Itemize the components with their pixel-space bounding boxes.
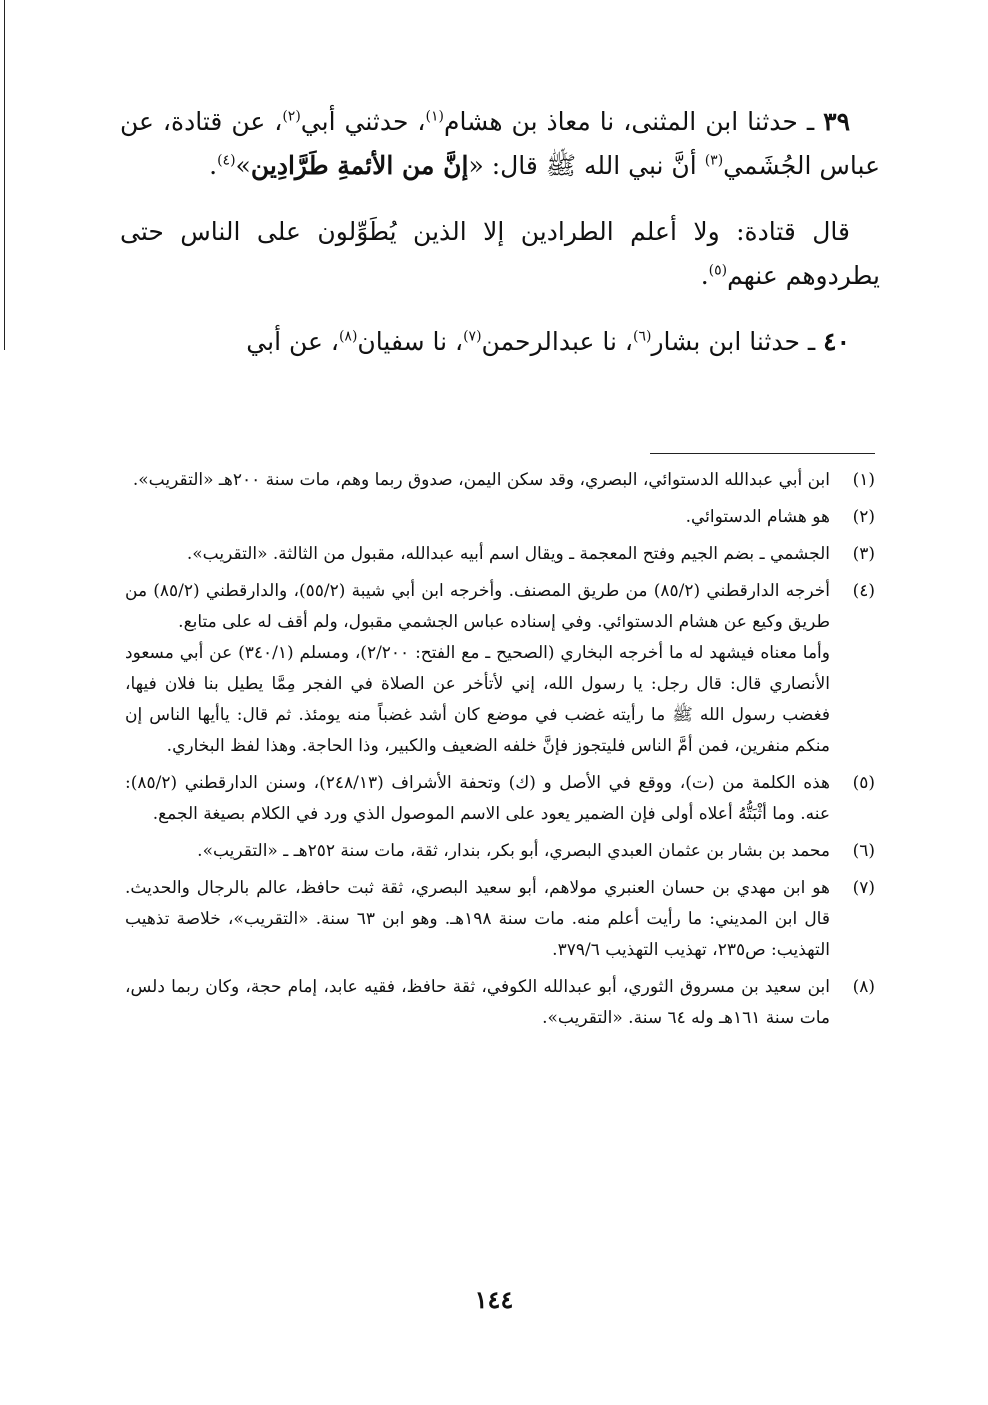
- footnote-number: (٤): [852, 581, 875, 601]
- footnote: [125, 539, 875, 570]
- footnote-number: (٧): [852, 878, 875, 898]
- footnote: [125, 873, 875, 966]
- footnote-text: [125, 502, 830, 533]
- footnote-paragraph: الجشمي ـ بضم الجيم وفتح المعجمة ـ ويقال اسم أبيه عبدالله، مقبول من الثالثة. «التقريب».: [186, 544, 830, 564]
- hadith-40: ٤٠ ـ حدثنا ابن بشار$^{(٦)}$، نا عبدالرحمن$^{(٧)}$، نا سفيان$^{(٨)}$، عن أبي: [246, 327, 850, 356]
- hadith-number: ٣٩: [823, 107, 851, 136]
- footnote-ref: (٣): [704, 152, 724, 169]
- qatada-comment: قال قتادة: ولا أعلم الطرادين إلا الذين يُطَوِّلون على الناس حتى يطردوهم عنهم$^{(٥)}$.: [120, 217, 880, 290]
- footnote-text: [125, 465, 830, 496]
- footnote-ref: (٨): [338, 328, 358, 345]
- footnote-paragraph: ابن أبي عبدالله الدستوائي، البصري، وقد سكن اليمن، صدوق ربما وهم، مات سنة ٢٠٠هـ «التقريب».: [132, 470, 830, 490]
- footnote-text: [125, 576, 830, 762]
- hadith-matn: إنَّ من الأئمةِ طَرَّادِين: [250, 151, 469, 180]
- footnote: [125, 502, 875, 533]
- footnote-paragraph: أخرجه الدارقطني (٨٥/٢) من طريق المصنف. وأخرجه ابن أبي شيبة (٥٥/٢)، والدارقطني (٨٥/٢) من طريق وكيع عن هشام الدستوائي. وفي إسناده عباس الجشمي مقبول، ولم أقف له على متابع.: [125, 581, 830, 632]
- footnote-text: [125, 873, 830, 966]
- hadith-number: ٤٠: [823, 327, 850, 356]
- footnote-ref: (٢): [282, 108, 301, 125]
- footnote-ref: (١): [425, 108, 444, 125]
- footnotes: [125, 465, 875, 1040]
- footnote: [125, 465, 875, 496]
- footnote-paragraph: ابن سعيد بن مسروق الثوري، أبو عبدالله الكوفي، ثقة حافظ، فقيه عابد، إمام حجة، وكان ربما دلس، مات سنة ١٦١هـ وله ٦٤ سنة. «التقريب».: [125, 977, 830, 1028]
- footnote-paragraph: محمد بن بشار بن عثمان العبدي البصري، أبو بكر، بندار، ثقة، مات سنة ٢٥٢هـ ـ «التقريب».: [197, 841, 830, 861]
- footnote-number: (٨): [852, 977, 875, 997]
- footnote-number: (٣): [852, 544, 875, 564]
- footnote-paragraph: وأما معناه فيشهد له ما أخرجه البخاري (الصحيح ـ مع الفتح: ٢/٢٠٠)، ومسلم (٣٤٠/١) عن أبي مسعود الأنصاري قال: قال رجل: يا رسول الله، إني لأتأخر عن الصلاة في الفجر مِمَّا يطيل بنا فلان فيها، فغضب رسول الله ﷺ ما رأيته غضب في موضع كان أشد غضباً منه يومئذ. ثم قال: ياأيها الناس إن منكم منفرين، فمن أمَّ الناس فليتجوز فإنَّ خلفه الضعيف والكبير، وذا الحاجة. وهذا لفظ البخاري.: [125, 643, 830, 756]
- footnote-ref: (٥): [708, 262, 728, 279]
- footnote-text: [125, 972, 830, 1034]
- footnote-separator: [650, 453, 875, 454]
- footnote-number: (٢): [852, 507, 875, 527]
- margin-rule: [4, 0, 5, 350]
- footnote: [125, 576, 875, 762]
- footnote-text: [125, 539, 830, 570]
- footnote-text: [125, 768, 830, 830]
- footnote: [125, 836, 875, 867]
- page-number: ١٤٤: [474, 1285, 514, 1314]
- footnote-ref: (٦): [632, 328, 652, 345]
- footnote-number: (٦): [852, 841, 875, 861]
- hadith-39: ٣٩ ـ حدثنا ابن المثنى، نا معاذ بن هشام$^{(١)}$، حدثني أبي$^{(٢)}$، عن قتادة، عن عباس الجُشَمي$^{(٣)}$ أنَّ نبي الله ﷺ قال: «إنَّ من الأئمةِ طَرَّادِين»$^{(٤)}$.: [120, 107, 880, 180]
- footnote-text: [125, 836, 830, 867]
- main-text: [120, 100, 880, 386]
- footnote: [125, 972, 875, 1034]
- footnote-ref: (٧): [463, 328, 482, 345]
- footnote: [125, 768, 875, 830]
- footnote-number: (١): [852, 470, 875, 490]
- footnote-paragraph: هو هشام الدستوائي.: [685, 507, 830, 527]
- footnote-number: (٥): [852, 773, 875, 793]
- footnote-paragraph: هو ابن مهدي بن حسان العنبري مولاهم، أبو سعيد البصري، ثقة ثبت حافظ، عالم بالرجال والحديث. قال ابن المديني: ما رأيت أعلم منه. مات سنة ١٩٨هـ. وهو ابن ٦٣ سنة. «التقريب»، خلاصة تذهيب التهذيب: ص٢٣٥، تهذيب التهذيب ٣٧٩/٦.: [125, 878, 830, 960]
- footnote-ref: (٤): [217, 152, 236, 169]
- footnote-paragraph: هذه الكلمة من (ت)، ووقع في الأصل و (ك) وتحفة الأشراف (٢٤٨/١٣)، وسنن الدارقطني (٨٥/٢): عنه. وما أثْبَتُّهُ أعلاه أولى فإن الضمير يعود على الاسم الموصول الذي ورد في الكلام بصيغة الجمع.: [125, 773, 830, 824]
